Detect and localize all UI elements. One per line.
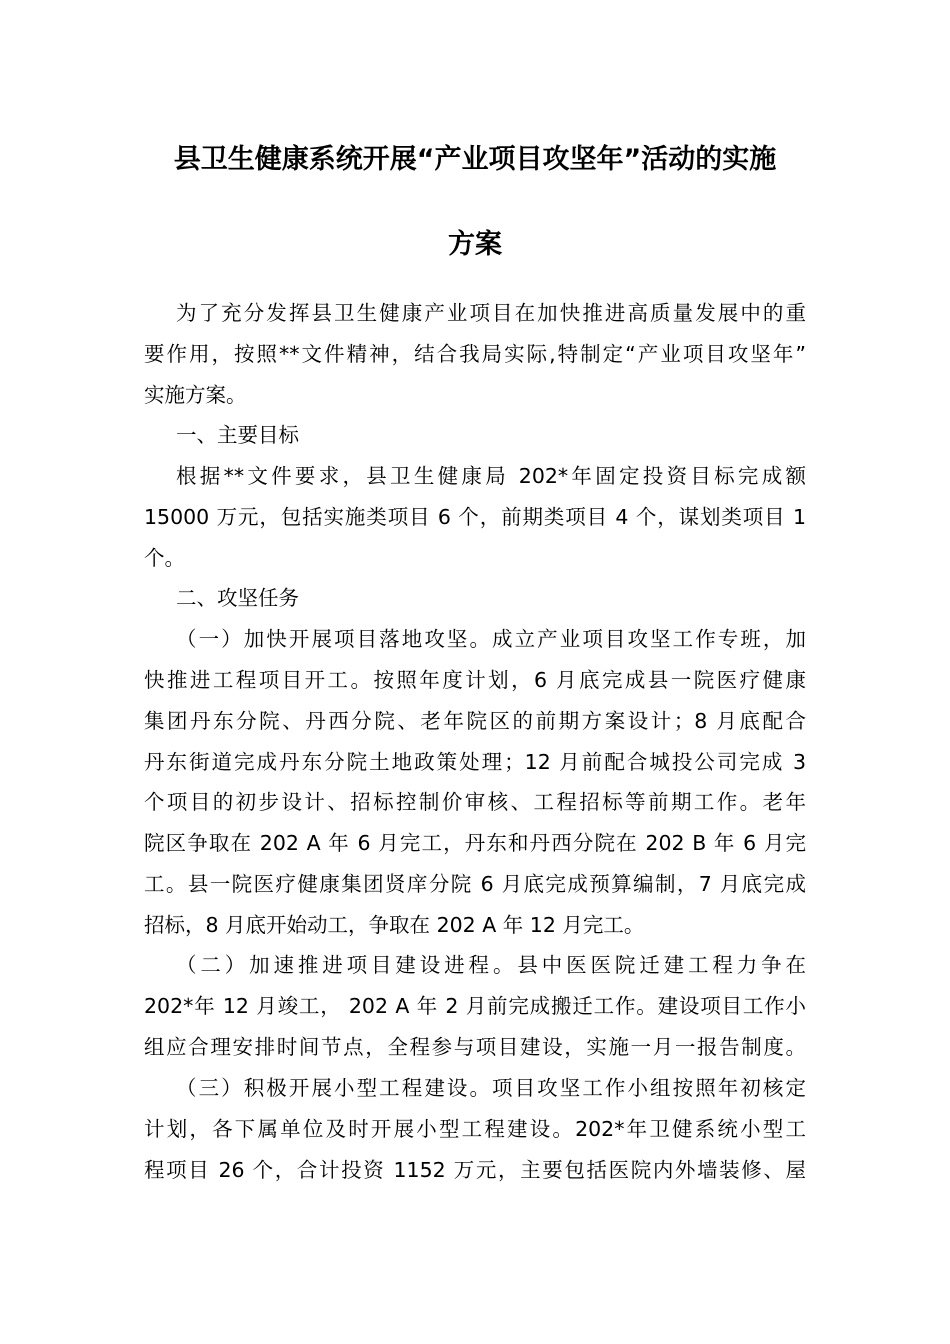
document-title-line2: 方案 <box>448 229 502 260</box>
intro-line-1: 为了充分发挥县卫生健康产业项目在加快推进高质量发展中的重 <box>176 301 806 325</box>
task3-line-3: 程项目 26 个，合计投资 1152 万元，主要包括医院内外墙装修、屋 <box>144 1158 806 1182</box>
intro-line-3: 实施方案。 <box>144 383 247 407</box>
task3-line-1: （三）积极开展小型工程建设。项目攻坚工作小组按照年初核定 <box>176 1076 806 1100</box>
section2-heading: 二、攻坚任务 <box>176 586 299 610</box>
task2-line-3: 组应合理安排时间节点，全程参与项目建设，实施一月一报告制度。 <box>144 1035 806 1059</box>
task1-line-2: 快推进工程项目开工。按照年度计划，6 月底完成县一院医疗健康 <box>144 668 806 692</box>
section1-line-3: 个。 <box>144 546 185 570</box>
document-title-line1: 县卫生健康系统开展“产业项目攻坚年”活动的实施 <box>173 144 777 175</box>
task1-line-5: 个项目的初步设计、招标控制价审核、工程招标等前期工作。老年 <box>144 790 806 814</box>
task1-line-7: 工。县一院医疗健康集团贤庠分院 6 月底完成预算编制，7 月底完成 <box>144 872 806 896</box>
task1-line-4: 丹东街道完成丹东分院土地政策处理；12 月前配合城投公司完成 3 <box>144 750 806 774</box>
section1-heading: 一、主要目标 <box>176 423 299 447</box>
section1-line-1: 根据**文件要求，县卫生健康局 202*年固定投资目标完成额 <box>176 464 806 488</box>
intro-line-2: 要作用，按照**文件精神，结合我局实际,特制定“产业项目攻坚年” <box>144 342 806 366</box>
task1-line-8: 招标，8 月底开始动工，争取在 202 A 年 12 月完工。 <box>144 913 645 937</box>
task1-line-3: 集团丹东分院、丹西分院、老年院区的前期方案设计；8 月底配合 <box>144 709 806 733</box>
task3-line-2: 计划，各下属单位及时开展小型工程建设。202*年卫健系统小型工 <box>144 1117 806 1141</box>
section1-line-2: 15000 万元，包括实施类项目 6 个，前期类项目 4 个，谋划类项目 1 <box>144 505 806 529</box>
task2-line-2: 202*年 12 月竣工， 202 A 年 2 月前完成搬迁工作。建设项目工作小 <box>144 994 806 1018</box>
task1-line-1: （一）加快开展项目落地攻坚。成立产业项目攻坚工作专班，加 <box>176 627 806 651</box>
task2-line-1: （二）加速推进项目建设进程。县中医医院迁建工程力争在 <box>176 953 806 977</box>
task1-line-6: 院区争取在 202 A 年 6 月完工，丹东和丹西分院在 202 B 年 6 月完 <box>144 831 806 855</box>
